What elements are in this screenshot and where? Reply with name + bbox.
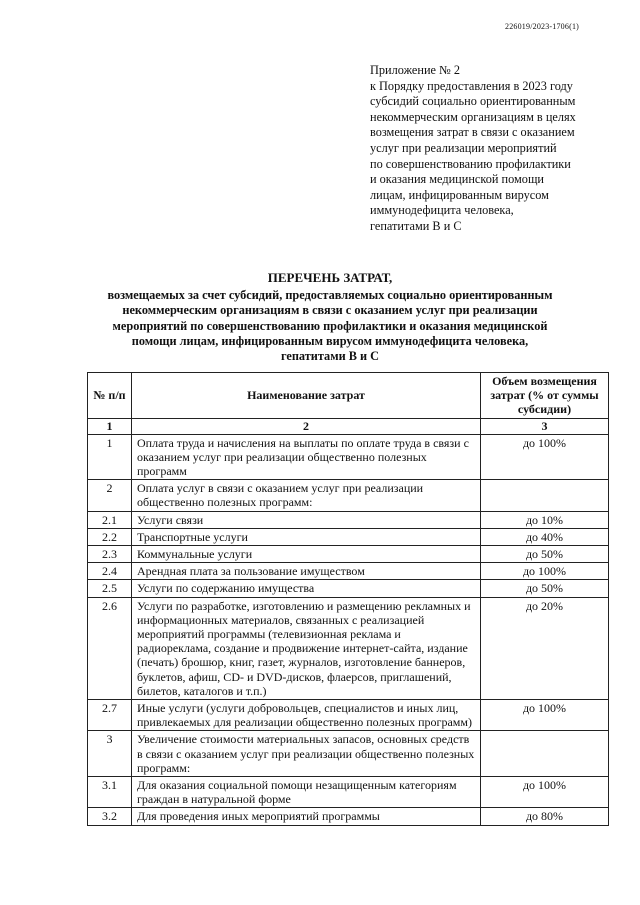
row-percent [481, 731, 609, 777]
column-number-row [88, 418, 609, 434]
subtitle-line: возмещаемых за счет субсидий, предоставляемых социально ориентированным [107, 288, 553, 303]
appendix-line: возмещения затрат в связи с оказанием [370, 125, 575, 140]
document-title-block [70, 270, 590, 364]
appendix-line: иммунодефицита человека, [370, 203, 514, 218]
header-reimbursement-volume: Объем возмещения затрат (% от суммы субсидии) [481, 373, 609, 419]
table-header-row [88, 373, 609, 419]
row-percent [481, 480, 609, 511]
row-percent: до 100% [481, 563, 609, 580]
row-number: 2.6 [88, 597, 132, 699]
table-row [88, 580, 609, 597]
row-number: 1 [88, 434, 132, 480]
table-row [88, 511, 609, 528]
appendix-line: некоммерческим организациям в целях [370, 109, 576, 124]
subtitle-line: помощи лицам, инфицированным вирусом иммунодефицита человека, [131, 333, 529, 348]
row-cost-name: Услуги по разработке, изготовлению и размещению рекламных и информационных материалов, связанных с реализацией мероприятий программы (телевизионная реклама и радиореклама, создание и продвижение интернет-сайта, издание (печать) брошюр, книг, газет, журналов, изготовление баннеров, буклетов, афиш, CD- и DVD-дисков, флаерсов, приглашений, билетов, каталогов и т.п.) [132, 597, 481, 699]
appendix-line: услуг при реализации мероприятий [370, 140, 557, 155]
appendix-line: по совершенствованию профилактики [370, 156, 571, 171]
table-row [88, 731, 609, 777]
row-number: 3.1 [88, 777, 132, 808]
appendix-line: гепатитами В и С [370, 218, 462, 233]
row-number: 2.1 [88, 511, 132, 528]
subtitle-line: некоммерческим организациям в связи с оказанием услуг при реализации [122, 303, 538, 318]
row-percent: до 40% [481, 528, 609, 545]
table-row [88, 480, 609, 511]
row-cost-name: Арендная плата за пользование имуществом [132, 563, 481, 580]
row-percent: до 50% [481, 546, 609, 563]
row-cost-name: Услуги по содержанию имущества [132, 580, 481, 597]
appendix-line: субсидий социально ориентированным [370, 94, 576, 109]
subtitle-line: мероприятий по совершенствованию профилактики и оказания медицинской [112, 318, 548, 333]
table-row [88, 777, 609, 808]
document-registration-number: 226019/2023-1706(1) [505, 22, 580, 31]
row-number: 2.5 [88, 580, 132, 597]
table-row [88, 546, 609, 563]
row-number: 2.4 [88, 563, 132, 580]
cost-table [87, 372, 609, 826]
row-cost-name: Коммунальные услуги [132, 546, 481, 563]
row-cost-name: Транспортные услуги [132, 528, 481, 545]
row-percent: до 100% [481, 434, 609, 480]
row-number: 3 [88, 731, 132, 777]
table-row [88, 434, 609, 480]
header-cost-name: Наименование затрат [132, 373, 481, 419]
table-row [88, 700, 609, 731]
row-number: 2.7 [88, 700, 132, 731]
row-cost-name: Увеличение стоимости материальных запасов, основных средств в связи с оказанием услуг при реализации общественно полезных программ: [132, 731, 481, 777]
row-number: 2.3 [88, 546, 132, 563]
row-percent: до 50% [481, 580, 609, 597]
appendix-line: лицам, инфицированным вирусом [370, 187, 549, 202]
row-percent: до 20% [481, 597, 609, 699]
row-cost-name: Оплата труда и начисления на выплаты по оплате труда в связи с оказанием услуг при реализации общественно полезных программ [132, 434, 481, 480]
row-cost-name: Для проведения иных мероприятий программы [132, 808, 481, 825]
row-number: 2 [88, 480, 132, 511]
appendix-line: к Порядку предоставления в 2023 году [370, 78, 573, 93]
row-percent: до 100% [481, 700, 609, 731]
column-number: 1 [88, 418, 132, 434]
row-cost-name: Иные услуги (услуги добровольцев, специалистов и иных лиц, привлекаемых для реализации общественно полезных программ) [132, 700, 481, 731]
appendix-line: Приложение № 2 [370, 63, 461, 77]
row-cost-name: Услуги связи [132, 511, 481, 528]
appendix-reference [370, 63, 610, 235]
row-number: 2.2 [88, 528, 132, 545]
row-percent: до 80% [481, 808, 609, 825]
row-cost-name: Оплата услуг в связи с оказанием услуг при реализации общественно полезных программ: [132, 480, 481, 511]
column-number: 2 [132, 418, 481, 434]
table-row [88, 528, 609, 545]
table-row [88, 563, 609, 580]
row-number: 3.2 [88, 808, 132, 825]
table-row [88, 808, 609, 825]
row-percent: до 10% [481, 511, 609, 528]
row-percent: до 100% [481, 777, 609, 808]
table-row [88, 597, 609, 699]
row-cost-name: Для оказания социальной помощи незащищенным категориям граждан в натуральной форме [132, 777, 481, 808]
column-number: 3 [481, 418, 609, 434]
subtitle-line: гепатитами В и С [280, 349, 380, 364]
page-title: ПЕРЕЧЕНЬ ЗАТРАТ, [267, 270, 393, 285]
appendix-line: и оказания медицинской помощи [370, 172, 544, 187]
header-number: № п/п [88, 373, 132, 419]
